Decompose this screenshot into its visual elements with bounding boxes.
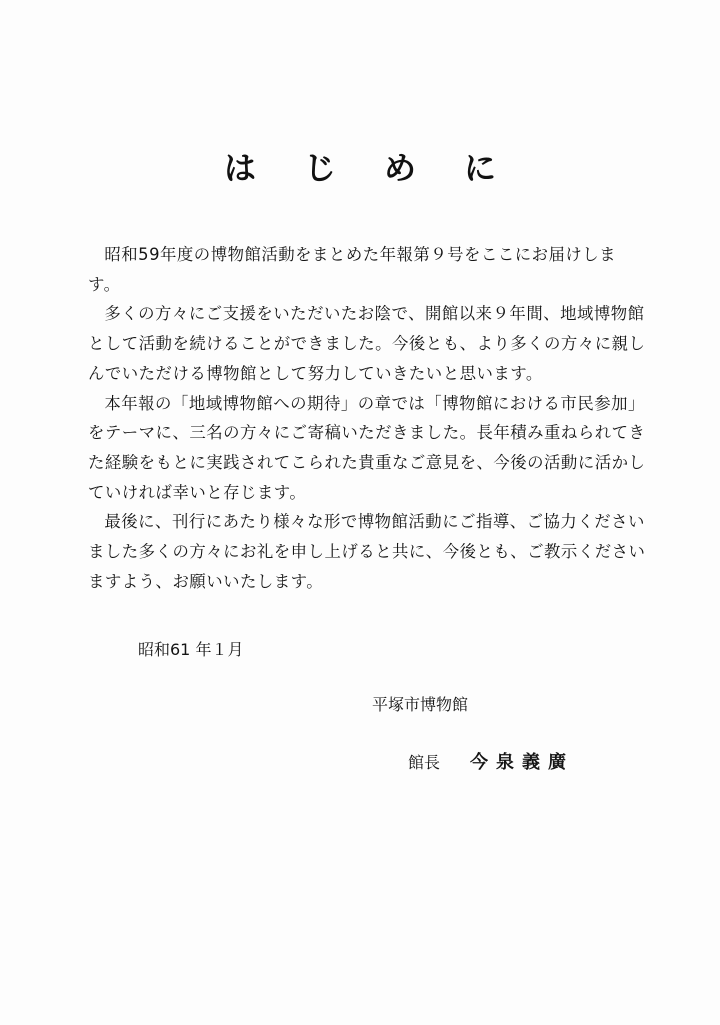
signature-name: 今泉義廣 [470,752,575,773]
signature [408,748,574,774]
paragraph-3: 本年報の「地域博物館への期待」の章では「博物館における市民参加」をテーマに、三名の方々にご寄稿いただきました。長年積み重ねられてきた経験をもとに実践されてこられた貴重なご意見を、今後の活動に活かしていければ幸いと存じます。 [88,393,646,502]
organization-name: 平塚市博物館 [372,695,469,714]
issue-date: 昭和61 年１月 [138,640,244,659]
paragraph-4: 最後に、刊行にあたり様々な形で博物館活動にご指導、ご協力くださいました多くの方々にお礼を申し上げると共に、今後とも、ご教示くださいますよう、お願いいたします。 [88,512,646,591]
paragraph-2: 多くの方々にご支援をいただいたお陰で、開館以来９年間、地域博物館として活動を続けることができました。今後とも、より多くの方々に親しんでいただける博物館として努力していきたいと思います。 [88,304,646,383]
body-text [88,240,648,596]
paragraph-1: 昭和59年度の博物館活動をまとめた年報第９号をここにお届けします。 [88,245,617,294]
signature-role: 館長 [408,753,441,772]
page-title: はじめに [223,149,544,188]
